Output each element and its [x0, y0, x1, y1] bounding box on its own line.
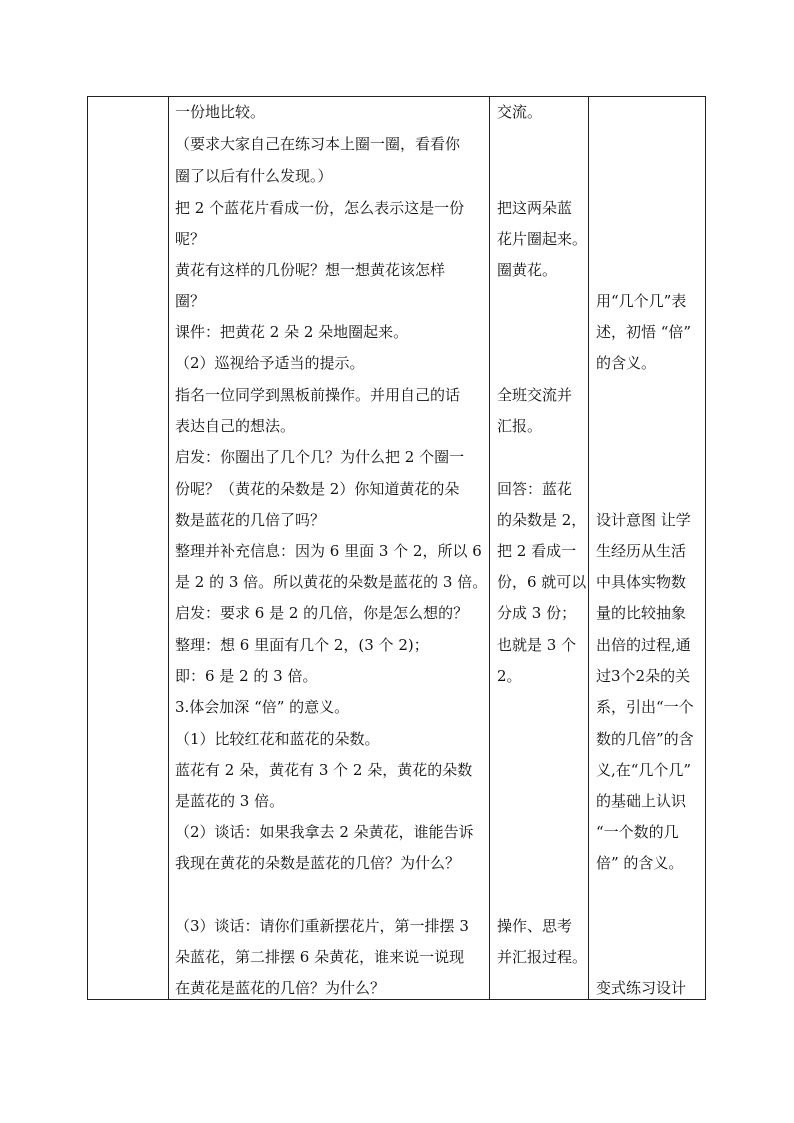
text-line: 操作、思考	[497, 917, 573, 935]
text-line: 过3个2朵的关	[596, 667, 691, 685]
text-line: 也就是 3 个	[497, 636, 577, 654]
design-intent-column	[589, 97, 705, 999]
text-line: 呢？	[175, 230, 206, 248]
text-line: 变式练习设计	[596, 979, 687, 997]
text-line: 汇报。	[497, 417, 543, 435]
text-line: 课件：把黄花 2 朵 2 朵地圈起来。	[175, 323, 409, 341]
text-line: （1）比较红花和蓝花的朵数。	[175, 730, 380, 748]
text-line: 即：6 是 2 的 3 倍。	[175, 667, 318, 685]
text-line: 的基础上认识	[596, 792, 687, 810]
text-line: 倍” 的含义。	[596, 854, 684, 872]
text-line: 并汇报过程。	[497, 948, 588, 966]
text-line: 启发：你圈出了几个几？为什么把 2 个圈一	[175, 448, 465, 466]
student-activity-column	[490, 97, 588, 999]
text-line: 在黄花是蓝花的几倍？为什么？	[175, 979, 386, 997]
text-line: 指名一位同学到黑板前操作。并用自己的话	[175, 386, 461, 404]
text-line: 圈？	[175, 292, 206, 310]
text-line: （3）谈话：请你们重新摆花片，第一排摆 3	[175, 917, 469, 935]
lesson-plan-table	[87, 96, 706, 1000]
text-line: 花片圈起来。	[497, 230, 588, 248]
text-line: 生经历从生活	[596, 542, 687, 560]
text-line: 中具体实物数	[596, 573, 687, 591]
text-line: 圈黄花。	[497, 261, 558, 279]
text-line: 量的比较抽象	[596, 604, 687, 622]
text-line: 把 2 看成一	[497, 542, 577, 560]
text-line: （要求大家自己在练习本上圈一圈，看看你	[175, 135, 461, 153]
text-line: 分成 3 份；	[497, 604, 577, 622]
text-line: 2。	[497, 667, 522, 685]
text-line: 把 2 个蓝花片看成一份，怎么表示这是一份	[175, 199, 465, 217]
text-line: 义,在“几个几”	[596, 761, 692, 779]
text-line: 整理：想 6 里面有几个 2，(3 个 2)；	[175, 636, 429, 654]
text-line: 3.体会加深 “倍” 的意义。	[175, 698, 350, 716]
text-line: 是 2 的 3 倍。所以黄花的朵数是蓝花的 3 倍。	[175, 573, 488, 591]
text-line: 回答：蓝花	[497, 480, 573, 498]
text-line: 把这两朵蓝	[497, 199, 573, 217]
text-line: 出倍的过程,通	[596, 636, 691, 654]
text-line: 是蓝花的 3 倍。	[175, 792, 285, 810]
teacher-activity-column	[169, 97, 489, 999]
text-line: 份，6 就可以	[497, 573, 587, 591]
text-line: 整理并补充信息：因为 6 里面 3 个 2，所以 6	[175, 542, 482, 560]
text-line: 设计意图 让学	[596, 511, 691, 529]
text-line: 表达自己的想法。	[175, 417, 296, 435]
text-line: 圈了以后有什么发现。）	[175, 167, 333, 185]
text-line: 份呢？（黄花的朵数是 2）你知道黄花的朵	[175, 480, 460, 498]
text-line: 我现在黄花的朵数是蓝花的几倍？为什么？	[175, 854, 461, 872]
text-line: 交流。	[497, 103, 543, 121]
text-line: 启发：要求 6 是 2 的几倍，你是怎么想的？	[175, 604, 469, 622]
text-line: 述，初悟 “倍”	[596, 323, 692, 341]
text-line: （2）巡视给予适当的提示。	[175, 354, 365, 372]
text-line: 数的几倍”的含	[596, 730, 694, 748]
text-line: 黄花有这样的几份呢？想一想黄花该怎样	[175, 261, 446, 279]
text-line: 全班交流并	[497, 386, 573, 404]
text-line: “一个数的几	[596, 823, 679, 841]
text-line: 朵蓝花，第二排摆 6 朵黄花，谁来说一说现	[175, 948, 465, 966]
empty-column	[88, 97, 168, 999]
text-line: 数是蓝花的几倍了吗？	[175, 511, 326, 529]
text-line: 蓝花有 2 朵，黄花有 3 个 2 朵，黄花的朵数	[175, 761, 473, 779]
text-line: 的朵数是 2，	[497, 511, 587, 529]
text-line: 的含义。	[596, 354, 657, 372]
text-line: 一份地比较。	[175, 103, 266, 121]
text-line: 用“几个几”表	[596, 292, 687, 310]
text-line: （2）谈话：如果我拿去 2 朵黄花，谁能告诉	[175, 823, 474, 841]
text-line: 系，引出“一个	[596, 698, 694, 716]
